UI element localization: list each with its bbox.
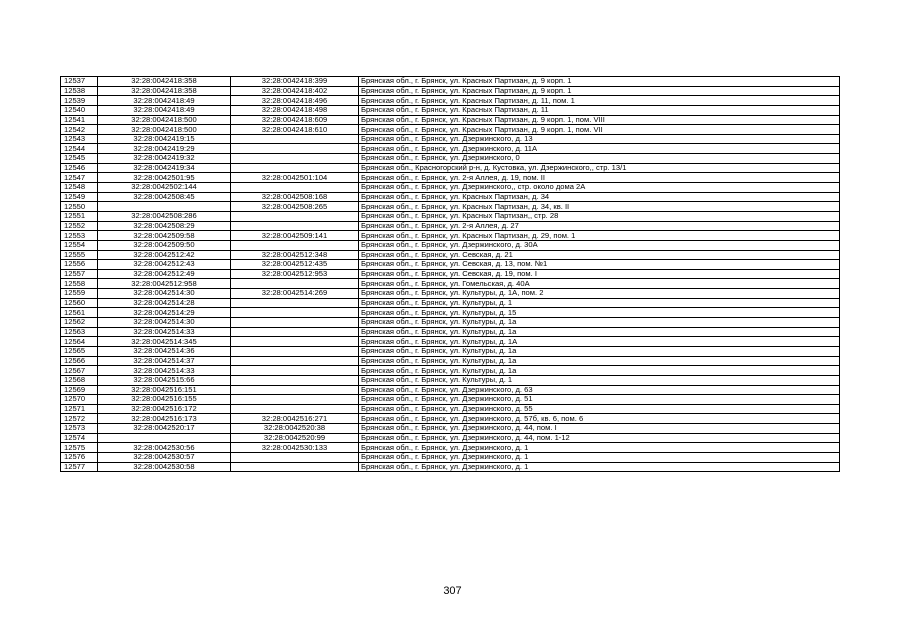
table-row (61, 366, 840, 376)
cadastral-number-cell: 32:28:0042508:45 (98, 192, 231, 202)
row-number-cell: 12544 (61, 144, 98, 154)
object-cadastral-number-cell (231, 211, 359, 221)
address-cell: Брянская обл., г. Брянск, ул. Культуры, д. 1а (359, 327, 840, 337)
cadastral-table (60, 76, 840, 472)
cadastral-number-cell: 32:28:0042514:28 (98, 298, 231, 308)
row-number-cell: 12547 (61, 173, 98, 183)
row-number-cell: 12541 (61, 115, 98, 125)
page-number: 307 (443, 585, 462, 597)
table-row (61, 144, 840, 154)
row-number-cell: 12556 (61, 260, 98, 270)
address-cell: Брянская обл., г. Брянск, ул. Дзержинского, д. 13 (359, 134, 840, 144)
row-number-cell: 12542 (61, 125, 98, 135)
table-row (61, 183, 840, 193)
cadastral-number-cell: 32:28:0042530:57 (98, 452, 231, 462)
object-cadastral-number-cell (231, 327, 359, 337)
object-cadastral-number-cell: 32:28:0042501:104 (231, 173, 359, 183)
cadastral-number-cell: 32:28:0042509:50 (98, 240, 231, 250)
cadastral-number-cell: 32:28:0042418:358 (98, 86, 231, 96)
row-number-cell: 12572 (61, 414, 98, 424)
row-number-cell: 12576 (61, 452, 98, 462)
address-cell: Брянская обл., г. Брянск, ул. Гомельская, д. 40А (359, 279, 840, 289)
object-cadastral-number-cell (231, 318, 359, 328)
cadastral-number-cell: 32:28:0042509:58 (98, 231, 231, 241)
cadastral-number-cell: 32:28:0042418:500 (98, 115, 231, 125)
address-cell: Брянская обл., г. Брянск, ул. Дзержинского, д. 44, пом. 1-12 (359, 433, 840, 443)
table-row (61, 414, 840, 424)
table-row (61, 260, 840, 270)
table-row (61, 395, 840, 405)
table-row (61, 192, 840, 202)
table-row (61, 452, 840, 462)
row-number-cell: 12577 (61, 462, 98, 472)
address-cell: Брянская обл., г. Брянск, ул. Дзержинского, д. 57б, кв. 6, пом. 6 (359, 414, 840, 424)
row-number-cell: 12558 (61, 279, 98, 289)
row-number-cell: 12559 (61, 289, 98, 299)
object-cadastral-number-cell: 32:28:0042418:610 (231, 125, 359, 135)
object-cadastral-number-cell (231, 298, 359, 308)
row-number-cell: 12575 (61, 443, 98, 453)
cadastral-number-cell: 32:28:0042418:49 (98, 105, 231, 115)
row-number-cell: 12548 (61, 183, 98, 193)
cadastral-number-cell: 32:28:0042516:151 (98, 385, 231, 395)
object-cadastral-number-cell: 32:28:0042418:402 (231, 86, 359, 96)
address-cell: Брянская обл., г. Брянск, ул. 2-я Аллея, д. 27 (359, 221, 840, 231)
cadastral-number-cell: 32:28:0042516:172 (98, 404, 231, 414)
row-number-cell: 12546 (61, 163, 98, 173)
cadastral-number-cell: 32:28:0042508:29 (98, 221, 231, 231)
object-cadastral-number-cell: 32:28:0042509:141 (231, 231, 359, 241)
table-row (61, 385, 840, 395)
object-cadastral-number-cell: 32:28:0042512:953 (231, 269, 359, 279)
table-body (61, 77, 840, 472)
address-cell: Брянская обл., г. Брянск, ул. Дзержинского, д. 1 (359, 443, 840, 453)
row-number-cell: 12543 (61, 134, 98, 144)
address-cell: Брянская обл., г. Брянск, ул. Красных Партизан,, стр. 28 (359, 211, 840, 221)
address-cell: Брянская обл., г. Брянск, ул. Дзержинского, д. 55 (359, 404, 840, 414)
object-cadastral-number-cell (231, 134, 359, 144)
address-cell: Брянская обл., г. Брянск, ул. Дзержинского, д. 44, пом. I (359, 424, 840, 434)
row-number-cell: 12557 (61, 269, 98, 279)
object-cadastral-number-cell: 32:28:0042418:609 (231, 115, 359, 125)
address-cell: Брянская обл., г. Брянск, ул. Дзержинского, д. 11А (359, 144, 840, 154)
address-cell: Брянская обл., г. Брянск, ул. Дзержинского, д. 63 (359, 385, 840, 395)
table-row (61, 346, 840, 356)
row-number-cell: 12545 (61, 154, 98, 164)
cadastral-number-cell: 32:28:0042512:42 (98, 250, 231, 260)
cadastral-number-cell: 32:28:0042530:56 (98, 443, 231, 453)
address-cell: Брянская обл., г. Брянск, ул. Красных Партизан, д. 34 (359, 192, 840, 202)
address-cell: Брянская обл., г. Брянск, ул. Культуры, д. 1а (359, 366, 840, 376)
address-cell: Брянская обл., г. Брянск, ул. Красных Партизан, д. 11, пом. 1 (359, 96, 840, 106)
cadastral-number-cell: 32:28:0042512:49 (98, 269, 231, 279)
cadastral-number-cell: 32:28:0042418:49 (98, 96, 231, 106)
row-number-cell: 12567 (61, 366, 98, 376)
cadastral-number-cell: 32:28:0042520:17 (98, 424, 231, 434)
address-cell: Брянская обл., г. Брянск, ул. Дзержинского, д. 51 (359, 395, 840, 405)
table-row (61, 250, 840, 260)
table-row (61, 269, 840, 279)
row-number-cell: 12569 (61, 385, 98, 395)
object-cadastral-number-cell (231, 404, 359, 414)
cadastral-number-cell (98, 202, 231, 212)
address-cell: Брянская обл., г. Брянск, ул. Дзержинского, 0 (359, 154, 840, 164)
row-number-cell: 12537 (61, 77, 98, 87)
row-number-cell: 12550 (61, 202, 98, 212)
row-number-cell: 12563 (61, 327, 98, 337)
object-cadastral-number-cell: 32:28:0042508:168 (231, 192, 359, 202)
address-cell: Брянская обл., г. Брянск, ул. Дзержинского, д. 1 (359, 452, 840, 462)
table-row (61, 337, 840, 347)
cadastral-number-cell: 32:28:0042418:500 (98, 125, 231, 135)
row-number-cell: 12560 (61, 298, 98, 308)
row-number-cell: 12555 (61, 250, 98, 260)
address-cell: Брянская обл., г. Брянск, ул. Красных Партизан, д. 34, кв. II (359, 202, 840, 212)
row-number-cell: 12570 (61, 395, 98, 405)
table-row (61, 298, 840, 308)
address-cell: Брянская обл., г. Брянск, ул. Культуры, д. 1А, пом. 2 (359, 289, 840, 299)
object-cadastral-number-cell: 32:28:0042508:265 (231, 202, 359, 212)
cadastral-number-cell: 32:28:0042514:30 (98, 318, 231, 328)
object-cadastral-number-cell (231, 462, 359, 472)
row-number-cell: 12565 (61, 346, 98, 356)
cadastral-number-cell: 32:28:0042514:37 (98, 356, 231, 366)
address-cell: Брянская обл., г. Брянск, ул. Культуры, д. 1 (359, 298, 840, 308)
table-row (61, 221, 840, 231)
address-cell: Брянская обл., г. Брянск, ул. Культуры, д. 15 (359, 308, 840, 318)
address-cell: Брянская обл., г. Брянск, ул. Севская, д. 13, пом. №1 (359, 260, 840, 270)
cadastral-number-cell: 32:28:0042516:173 (98, 414, 231, 424)
object-cadastral-number-cell: 32:28:0042520:38 (231, 424, 359, 434)
address-cell: Брянская обл., г. Брянск, ул. Красных Партизан, д. 9 корп. 1 (359, 77, 840, 87)
address-cell: Брянская обл., г. Брянск, ул. Культуры, д. 1а (359, 356, 840, 366)
object-cadastral-number-cell: 32:28:0042530:133 (231, 443, 359, 453)
object-cadastral-number-cell (231, 279, 359, 289)
table-row (61, 96, 840, 106)
table-row (61, 202, 840, 212)
address-cell: Брянская обл., г. Брянск, ул. 2-я Аллея, д. 19, пом. II (359, 173, 840, 183)
table-row (61, 279, 840, 289)
cadastral-number-cell: 32:28:0042514:33 (98, 327, 231, 337)
cadastral-number-cell: 32:28:0042419:15 (98, 134, 231, 144)
row-number-cell: 12573 (61, 424, 98, 434)
address-cell: Брянская обл., г. Брянск, ул. Культуры, д. 1а (359, 318, 840, 328)
table-row (61, 327, 840, 337)
table-row (61, 443, 840, 453)
object-cadastral-number-cell: 32:28:0042516:271 (231, 414, 359, 424)
object-cadastral-number-cell: 32:28:0042418:399 (231, 77, 359, 87)
table-row (61, 240, 840, 250)
table-row (61, 105, 840, 115)
table-row (61, 289, 840, 299)
table-row (61, 173, 840, 183)
cadastral-number-cell: 32:28:0042502:144 (98, 183, 231, 193)
table-row (61, 462, 840, 472)
address-cell: Брянская обл., г. Брянск, ул. Дзержинского,, стр. около дома 2А (359, 183, 840, 193)
row-number-cell: 12562 (61, 318, 98, 328)
table-row (61, 134, 840, 144)
table-row (61, 211, 840, 221)
object-cadastral-number-cell: 32:28:0042418:498 (231, 105, 359, 115)
cadastral-number-cell: 32:28:0042508:286 (98, 211, 231, 221)
object-cadastral-number-cell (231, 375, 359, 385)
object-cadastral-number-cell (231, 395, 359, 405)
address-cell: Брянская обл., г. Брянск, ул. Дзержинского, д. 1 (359, 462, 840, 472)
row-number-cell: 12566 (61, 356, 98, 366)
cadastral-number-cell: 32:28:0042514:29 (98, 308, 231, 318)
address-cell: Брянская обл., г. Брянск, ул. Культуры, д. 1 (359, 375, 840, 385)
cadastral-number-cell: 32:28:0042530:58 (98, 462, 231, 472)
address-cell: Брянская обл., Красногорский р-н, д. Кустовка, ул. Дзержинского,, стр. 13/1 (359, 163, 840, 173)
object-cadastral-number-cell (231, 356, 359, 366)
row-number-cell: 12568 (61, 375, 98, 385)
cadastral-number-cell: 32:28:0042501:95 (98, 173, 231, 183)
row-number-cell: 12539 (61, 96, 98, 106)
row-number-cell: 12553 (61, 231, 98, 241)
object-cadastral-number-cell (231, 385, 359, 395)
object-cadastral-number-cell (231, 308, 359, 318)
cadastral-number-cell: 32:28:0042419:34 (98, 163, 231, 173)
object-cadastral-number-cell (231, 346, 359, 356)
row-number-cell: 12554 (61, 240, 98, 250)
object-cadastral-number-cell (231, 183, 359, 193)
row-number-cell: 12549 (61, 192, 98, 202)
cadastral-number-cell: 32:28:0042514:345 (98, 337, 231, 347)
table-row (61, 424, 840, 434)
object-cadastral-number-cell (231, 154, 359, 164)
row-number-cell: 12538 (61, 86, 98, 96)
cadastral-number-cell: 32:28:0042512:958 (98, 279, 231, 289)
object-cadastral-number-cell (231, 144, 359, 154)
row-number-cell: 12571 (61, 404, 98, 414)
cadastral-number-cell: 32:28:0042419:32 (98, 154, 231, 164)
cadastral-number-cell: 32:28:0042419:29 (98, 144, 231, 154)
cadastral-number-cell: 32:28:0042514:30 (98, 289, 231, 299)
object-cadastral-number-cell (231, 221, 359, 231)
table-row (61, 163, 840, 173)
object-cadastral-number-cell: 32:28:0042520:99 (231, 433, 359, 443)
row-number-cell: 12551 (61, 211, 98, 221)
table-row (61, 318, 840, 328)
object-cadastral-number-cell: 32:28:0042418:496 (231, 96, 359, 106)
object-cadastral-number-cell (231, 366, 359, 376)
cadastral-number-cell: 32:28:0042418:358 (98, 77, 231, 87)
row-number-cell: 12540 (61, 105, 98, 115)
address-cell: Брянская обл., г. Брянск, ул. Красных Партизан, д. 29, пом. 1 (359, 231, 840, 241)
address-cell: Брянская обл., г. Брянск, ул. Культуры, д. 1а (359, 346, 840, 356)
table-row (61, 86, 840, 96)
table-row (61, 231, 840, 241)
object-cadastral-number-cell (231, 452, 359, 462)
cadastral-number-cell: 32:28:0042512:43 (98, 260, 231, 270)
address-cell: Брянская обл., г. Брянск, ул. Красных Партизан, д. 9 корп. 1, пом. VII (359, 125, 840, 135)
address-cell: Брянская обл., г. Брянск, ул. Севская, д. 21 (359, 250, 840, 260)
table-row (61, 115, 840, 125)
address-cell: Брянская обл., г. Брянск, ул. Севская, д. 19, пом. I (359, 269, 840, 279)
cadastral-number-cell: 32:28:0042514:33 (98, 366, 231, 376)
object-cadastral-number-cell: 32:28:0042512:435 (231, 260, 359, 270)
address-cell: Брянская обл., г. Брянск, ул. Красных Партизан, д. 9 корп. 1 (359, 86, 840, 96)
cadastral-number-cell (98, 433, 231, 443)
object-cadastral-number-cell (231, 240, 359, 250)
table-row (61, 404, 840, 414)
address-cell: Брянская обл., г. Брянск, ул. Красных Партизан, д. 11 (359, 105, 840, 115)
table-row (61, 77, 840, 87)
row-number-cell: 12564 (61, 337, 98, 347)
row-number-cell: 12574 (61, 433, 98, 443)
row-number-cell: 12561 (61, 308, 98, 318)
table-row (61, 375, 840, 385)
object-cadastral-number-cell (231, 163, 359, 173)
object-cadastral-number-cell (231, 337, 359, 347)
cadastral-number-cell: 32:28:0042516:155 (98, 395, 231, 405)
table-row (61, 308, 840, 318)
address-cell: Брянская обл., г. Брянск, ул. Дзержинского, д. 30А (359, 240, 840, 250)
table-row (61, 154, 840, 164)
address-cell: Брянская обл., г. Брянск, ул. Культуры, д. 1А (359, 337, 840, 347)
address-cell: Брянская обл., г. Брянск, ул. Красных Партизан, д. 9 корп. 1, пом. VIII (359, 115, 840, 125)
table-row (61, 356, 840, 366)
table-row (61, 433, 840, 443)
table-row (61, 125, 840, 135)
cadastral-number-cell: 32:28:0042515:66 (98, 375, 231, 385)
object-cadastral-number-cell: 32:28:0042514:269 (231, 289, 359, 299)
row-number-cell: 12552 (61, 221, 98, 231)
cadastral-number-cell: 32:28:0042514:36 (98, 346, 231, 356)
object-cadastral-number-cell: 32:28:0042512:348 (231, 250, 359, 260)
